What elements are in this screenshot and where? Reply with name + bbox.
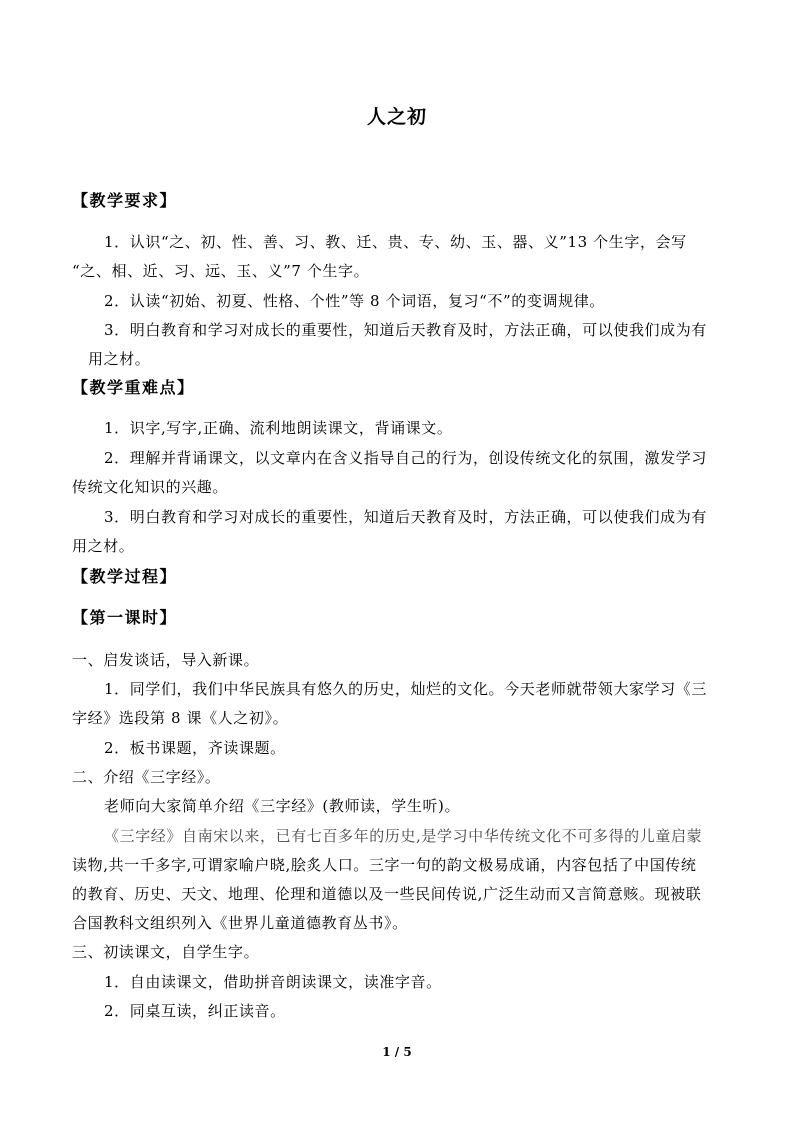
requirements-item-2: 2．认读“初始、初夏、性格、个性”等 8 个词语，复习“不”的变调规律。	[104, 292, 605, 310]
lesson1-part1-item-1-line-2: 字经》选段第 8 课《人之初》。	[72, 709, 289, 727]
requirements-item-1-line-2: “之、相、近、习、远、玉、义”7 个生字。	[72, 262, 370, 280]
lesson1-part2-paragraph-line-1: 《三字经》自南宋以来，已有七百多年的历史,是学习中华传统文化不可多得的儿童启蒙	[104, 827, 703, 845]
difficulties-item-3-line-1: 3．明白教育和学习对成长的重要性，知道后天教育及时，方法正确，可以使我们成为有	[104, 508, 707, 526]
difficulties-item-2-line-2: 传统文化知识的兴趣。	[72, 478, 229, 496]
lesson1-part2-intro: 老师向大家简单介绍《三字经》(教师读，学生听)。	[104, 797, 461, 815]
difficulties-item-2-line-1: 2．理解并背诵课文，以文章内在含义指导自己的行为，创设传统文化的氛围，激发学习	[104, 449, 707, 467]
lesson1-part3-item-1: 1．自由读课文，借助拼音朗读课文，读准字音。	[104, 973, 442, 991]
difficulties-item-1: 1．识字,写字,正确、流利地朗读课文，背诵课文。	[104, 419, 453, 437]
section-heading-process: 【教学过程】	[72, 567, 178, 586]
lesson1-part2-paragraph-line-4: 合国教科文组织列入《世界儿童道德教育丛书》。	[72, 914, 408, 932]
section-heading-lesson-1: 【第一课时】	[72, 608, 178, 627]
lesson1-part2-paragraph-line-2: 读物,共一千多字,可谓家喻户晓,脍炙人口。三字一句的韵文极易成诵，内容包括了中国传统	[72, 856, 697, 874]
section-heading-difficulties: 【教学重难点】	[72, 378, 195, 397]
requirements-item-3-line-1: 3．明白教育和学习对成长的重要性，知道后天教育及时，方法正确，可以使我们成为有	[104, 321, 707, 339]
requirements-item-3-line-2: 用之材。	[88, 350, 151, 368]
difficulties-item-3-line-2: 用之材。	[72, 537, 135, 555]
lesson1-part2-title: 二、介绍《三字经》。	[72, 768, 221, 786]
requirements-item-1-line-1: 1．认识“之、初、性、善、习、教、迁、贵、专、幼、玉、器、义”13 个生字，会写	[104, 233, 687, 251]
document-title: 人之初	[366, 106, 427, 128]
page-number: 1 / 5	[382, 1045, 412, 1059]
section-heading-requirements: 【教学要求】	[72, 191, 178, 210]
lesson1-part1-title: 一、启发谈话，导入新课。	[72, 651, 260, 669]
lesson1-part2-paragraph-line-3: 的教育、历史、天文、地理、伦理和道德以及一些民间传说,广泛生动而又言简意赅。现被联	[72, 885, 702, 903]
lesson1-part3-title: 三、初读课文，自学生字。	[72, 943, 260, 961]
lesson1-part1-item-2: 2．板书课题，齐读课题。	[104, 739, 286, 757]
lesson1-part3-item-2: 2．同桌互读，纠正读音。	[104, 1002, 286, 1020]
lesson1-part1-item-1-line-1: 1．同学们，我们中华民族具有悠久的历史，灿烂的文化。今天老师就带领大家学习《三	[104, 680, 707, 698]
